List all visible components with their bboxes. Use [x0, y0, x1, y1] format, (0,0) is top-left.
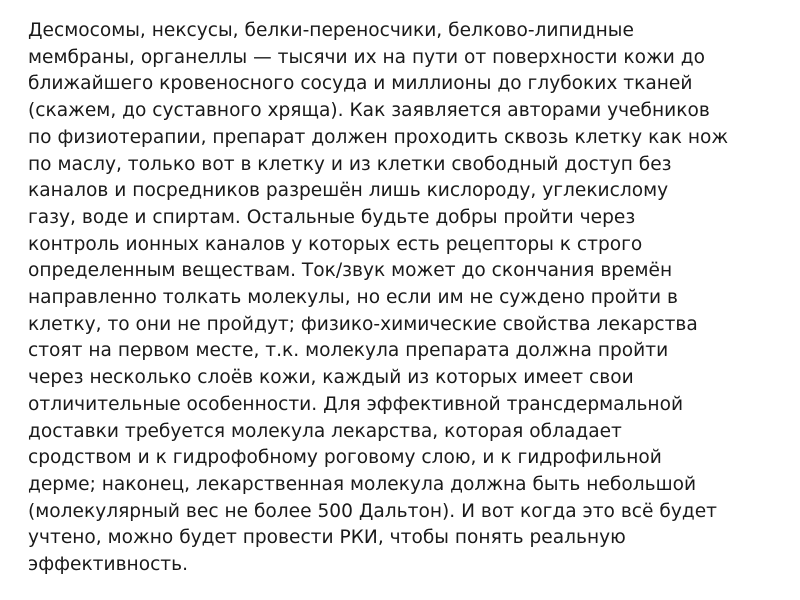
text-line: каналов и посредников разрешён лишь кислороду, углекислому	[28, 180, 669, 202]
text-line: направленно толкать молекулы, но если им не суждено пройти в	[28, 287, 678, 309]
text-line: (скажем, до суставного хряща). Как заявляется авторами учебников	[28, 100, 710, 122]
text-line: клетку, то они не пройдут; физико-химические свойства лекарства	[28, 313, 698, 335]
text-line: стоят на первом месте, т.к. молекула препарата должна пройти	[28, 340, 669, 362]
body-paragraph	[28, 18, 778, 579]
text-line: отличительные особенности. Для эффективной трансдермальной	[28, 393, 684, 415]
text-line: дерме; наконец, лекарственная молекула должна быть небольшой	[28, 473, 697, 495]
text-line: эффективность.	[28, 554, 188, 576]
text-line: газу, воде и спиртам. Остальные будьте добры пройти через	[28, 206, 636, 228]
text-line: ближайшего кровеносного сосуда и миллионы до глубоких тканей	[28, 73, 693, 95]
text-line: через несколько слоёв кожи, каждый из которых имеет свои	[28, 367, 634, 389]
text-line: определенным веществам. Ток/звук может до скончания времён	[28, 260, 673, 282]
text-line: контроль ионных каналов у которых есть рецепторы к строго	[28, 233, 643, 255]
text-line: Десмосомы, нексусы, белки-переносчики, белково-липидные	[28, 20, 634, 41]
text-line: по маслу, только вот в клетку и из клетки свободный доступ без	[28, 153, 672, 175]
text-line: учтено, можно будет провести РКИ, чтобы понять реальную	[28, 527, 626, 549]
text-line: доставки требуется молекула лекарства, которая обладает	[28, 420, 622, 442]
text-line: мембраны, органеллы — тысячи их на пути от поверхности кожи до	[28, 46, 705, 68]
text-line: (молекулярный вес не более 500 Дальтон). И вот когда это всё будет	[28, 500, 717, 522]
text-line: по физиотерапии, препарат должен проходить сквозь клетку как нож	[28, 126, 729, 148]
text-line: сродством и к гидрофобному роговому слою, и к гидрофильной	[28, 447, 662, 469]
